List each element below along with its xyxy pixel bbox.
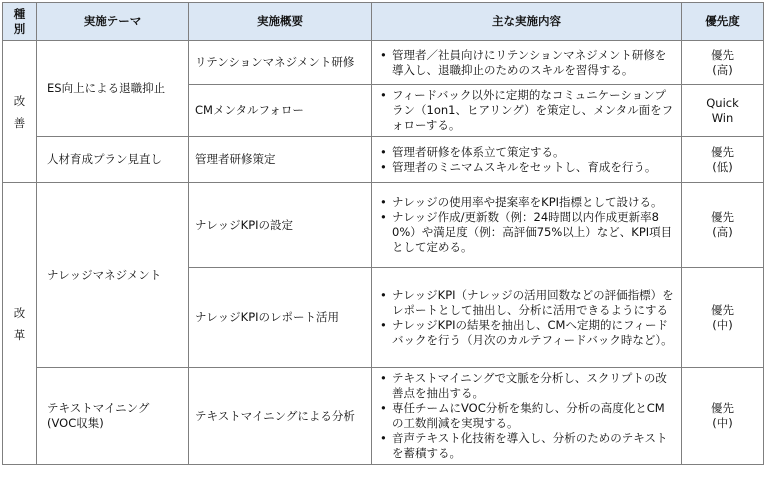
content-list [378,145,675,175]
list-item: • 管理者のミニマムスキルをセットし、育成を行う。 [378,160,675,175]
list-item: • 管理者／社員向けにリテンションマネジメント研修を導入し、退職抑止のためのスキルを習得する。 [378,48,675,78]
list-item: • 専任チームにVOC分析を集約し、分析の高度化とCMの工数削減を実現する。 [378,401,675,431]
overview-cell: テキストマイニングによる分析 [189,368,372,465]
list-item: • 音声テキスト化技術を導入し、分析のためのテキストを蓄積する。 [378,431,675,461]
content-list [378,288,675,348]
table-row [3,41,764,85]
theme-cell: ES向上による退職抑止 [37,41,189,137]
list-item: • ナレッジKPI（ナレッジの活用回数などの評価指標）をレポートとして抽出し、分析に活用できるようにする [378,288,675,318]
content-cell [372,41,682,85]
overview-cell: 管理者研修策定 [189,137,372,183]
header-priority: 優先度 [682,3,764,41]
table-row [3,368,764,465]
list-item: • テキストマイニングで文脈を分析し、スクリプトの改善点を抽出する。 [378,371,675,401]
content-cell [372,268,682,368]
content-cell [372,368,682,465]
priority-cell: 優先 (高) [682,41,764,85]
header-content: 主な実施内容 [372,3,682,41]
list-item: • ナレッジKPIの結果を抽出し、CMへ定期的にフィードバックを行う（月次のカルテフィードバック時など）。 [378,318,675,348]
list-item: • ナレッジ作成/更新数（例：24時間以内作成更新率80%）や満足度（例：高評価75%以上）など、KPI項目として定める。 [378,210,675,255]
header-theme: 実施テーマ [37,3,189,41]
priority-cell: 優先 (低) [682,137,764,183]
content-cell [372,137,682,183]
priority-cell: Quick Win [682,85,764,137]
overview-cell: ナレッジKPIのレポート活用 [189,268,372,368]
category-kakushin: 改 革 [13,305,26,342]
priority-cell: 優先 (高) [682,183,764,268]
priority-cell: 優先 (中) [682,268,764,368]
list-item: • ナレッジの使用率や提案率をKPI指標として設ける。 [378,195,675,210]
category-cell-kakushin [3,183,37,465]
table-row [3,137,764,183]
content-cell [372,85,682,137]
theme-cell: テキストマイニング (VOC収集) [37,368,189,465]
category-kaizen: 改 善 [13,93,26,130]
overview-cell: ナレッジKPIの設定 [189,183,372,268]
content-list [378,48,675,78]
content-cell [372,183,682,268]
table-row [3,183,764,268]
content-list [378,371,675,461]
overview-cell: リテンションマネジメント研修 [189,41,372,85]
implementation-table [2,2,764,465]
table-header-row [3,3,764,41]
list-item: • フィードバック以外に定期的なコミュニケーションプラン（1on1、ヒアリング）を策定し、メンタル面をフォローする。 [378,88,675,133]
priority-cell: 優先 (中) [682,368,764,465]
content-list [378,88,675,133]
header-category-text: 種 別 [13,6,26,36]
header-category [3,3,37,41]
list-item: • 管理者研修を体系立て策定する。 [378,145,675,160]
theme-cell: ナレッジマネジメント [37,183,189,368]
category-cell-kaizen [3,41,37,183]
content-list [378,195,675,255]
theme-cell: 人材育成プラン見直し [37,137,189,183]
overview-cell: CMメンタルフォロー [189,85,372,137]
header-overview: 実施概要 [189,3,372,41]
